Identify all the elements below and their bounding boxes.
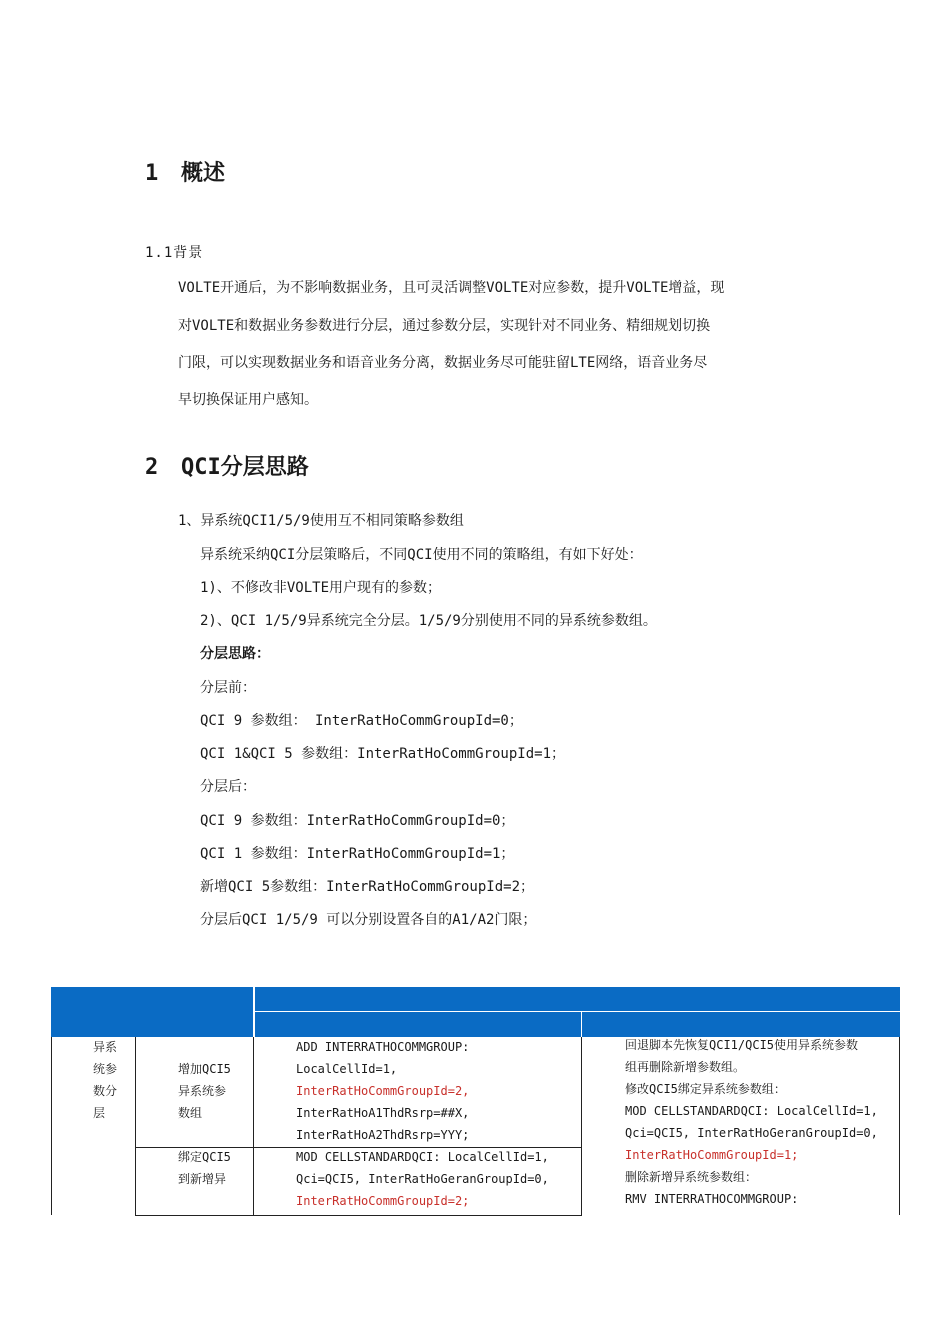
table-border bbox=[51, 1037, 52, 1215]
command-line: Qci=QCI5, InterRatHoGeranGroupId=0, bbox=[296, 1172, 549, 1186]
background-paragraph-line: 早切换保证用户感知。 bbox=[178, 392, 318, 408]
section-1-title: 概述 bbox=[181, 161, 226, 186]
strategy-line: 异系统采纳QCI分层策略后，不同QCI使用不同的策略组，有如下好处： bbox=[200, 547, 643, 563]
list-item-1: 1、异系统QCI1/5/9使用互不相同策略参数组 bbox=[178, 513, 464, 529]
rollback-line: 回退脚本先恢复QCI1/QCI5使用异系统参数 bbox=[625, 1038, 859, 1052]
header-divider bbox=[253, 987, 255, 1037]
operation-cell-line: 绑定QCI5 bbox=[178, 1150, 231, 1164]
section-2-title: QCI分层思路 bbox=[181, 455, 309, 480]
subsection-number: 1.1 bbox=[145, 245, 174, 261]
command-line: InterRatHoA1ThdRsrp=##X, bbox=[296, 1106, 470, 1120]
category-cell-line: 数分 bbox=[93, 1084, 118, 1098]
strategy-line: 1)、不修改非VOLTE用户现有的参数； bbox=[200, 580, 442, 596]
section-2-number: 2 bbox=[145, 455, 159, 480]
strategy-line: 2)、QCI 1/5/9异系统完全分层。1/5/9分别使用不同的异系统参数组。 bbox=[200, 613, 657, 629]
table-border bbox=[135, 1037, 136, 1216]
rollback-line: Qci=QCI5, InterRatHoGeranGroupId=0, bbox=[625, 1126, 878, 1140]
table-border bbox=[135, 1215, 582, 1216]
table-border bbox=[581, 1037, 582, 1216]
table-border bbox=[253, 1037, 254, 1216]
layering-idea-label: 分层思路： bbox=[200, 646, 270, 662]
section-1-heading bbox=[145, 156, 225, 187]
rollback-line: 组再删除新增参数组。 bbox=[625, 1060, 746, 1074]
operation-cell-line: 增加QCI5 bbox=[178, 1062, 231, 1076]
rollback-line-highlight: InterRatHoCommGroupId=1; bbox=[625, 1148, 799, 1162]
command-line-highlight: InterRatHoCommGroupId=2, bbox=[296, 1084, 470, 1098]
subsection-title: 背景 bbox=[173, 245, 204, 261]
rollback-line: RMV INTERRATHOCOMMGROUP: bbox=[625, 1192, 799, 1206]
category-cell-line: 层 bbox=[93, 1106, 106, 1120]
operation-cell-line: 到新增异 bbox=[178, 1172, 227, 1186]
subsection-1-1-heading bbox=[145, 242, 203, 262]
command-line-highlight: InterRatHoCommGroupId=2; bbox=[296, 1194, 470, 1208]
strategy-line: QCI 1 参数组：InterRatHoCommGroupId=1； bbox=[200, 846, 515, 862]
background-paragraph-line: VOLTE开通后，为不影响数据业务，且可灵活调整VOLTE对应参数，提升VOLTE增益，现 bbox=[178, 280, 725, 296]
strategy-line: QCI 9 参数组： InterRatHoCommGroupId=0； bbox=[200, 713, 523, 729]
rollback-line: 删除新增异系统参数组： bbox=[625, 1170, 758, 1184]
background-paragraph-line: 对VOLTE和数据业务参数进行分层，通过参数分层，实现针对不同业务、精细规划切换 bbox=[178, 318, 711, 334]
strategy-line: QCI 9 参数组：InterRatHoCommGroupId=0； bbox=[200, 813, 515, 829]
operation-cell-line: 异系统参 bbox=[178, 1084, 227, 1098]
table-header bbox=[51, 987, 900, 1037]
rollback-line: MOD CELLSTANDARDQCI: LocalCellId=1, bbox=[625, 1104, 878, 1118]
header-divider bbox=[255, 1011, 900, 1012]
category-cell-line: 统参 bbox=[93, 1062, 118, 1076]
section-1-number: 1 bbox=[145, 161, 159, 186]
category-cell-line: 异系 bbox=[93, 1040, 118, 1054]
command-line: InterRatHoA2ThdRsrp=YYY; bbox=[296, 1128, 470, 1142]
operation-cell-line: 数组 bbox=[178, 1106, 203, 1120]
command-line: ADD INTERRATHOCOMMGROUP: bbox=[296, 1040, 470, 1054]
strategy-line: QCI 1&QCI 5 参数组：InterRatHoCommGroupId=1； bbox=[200, 746, 566, 762]
background-paragraph-line: 门限，可以实现数据业务和语音业务分离，数据业务尽可能驻留LTE网络，语音业务尽 bbox=[178, 355, 708, 371]
section-2-heading bbox=[145, 450, 309, 481]
command-line: MOD CELLSTANDARDQCI: LocalCellId=1, bbox=[296, 1150, 549, 1164]
strategy-line: 分层后QCI 1/5/9 可以分别设置各自的A1/A2门限； bbox=[200, 912, 537, 928]
strategy-line: 分层前： bbox=[200, 680, 256, 696]
rollback-line: 修改QCI5绑定异系统参数组： bbox=[625, 1082, 786, 1096]
strategy-line: 新增QCI 5参数组：InterRatHoCommGroupId=2； bbox=[200, 879, 535, 895]
strategy-line: 分层后： bbox=[200, 779, 256, 795]
header-divider bbox=[581, 1012, 582, 1037]
command-line: LocalCellId=1, bbox=[296, 1062, 398, 1076]
table-border bbox=[899, 1037, 900, 1215]
